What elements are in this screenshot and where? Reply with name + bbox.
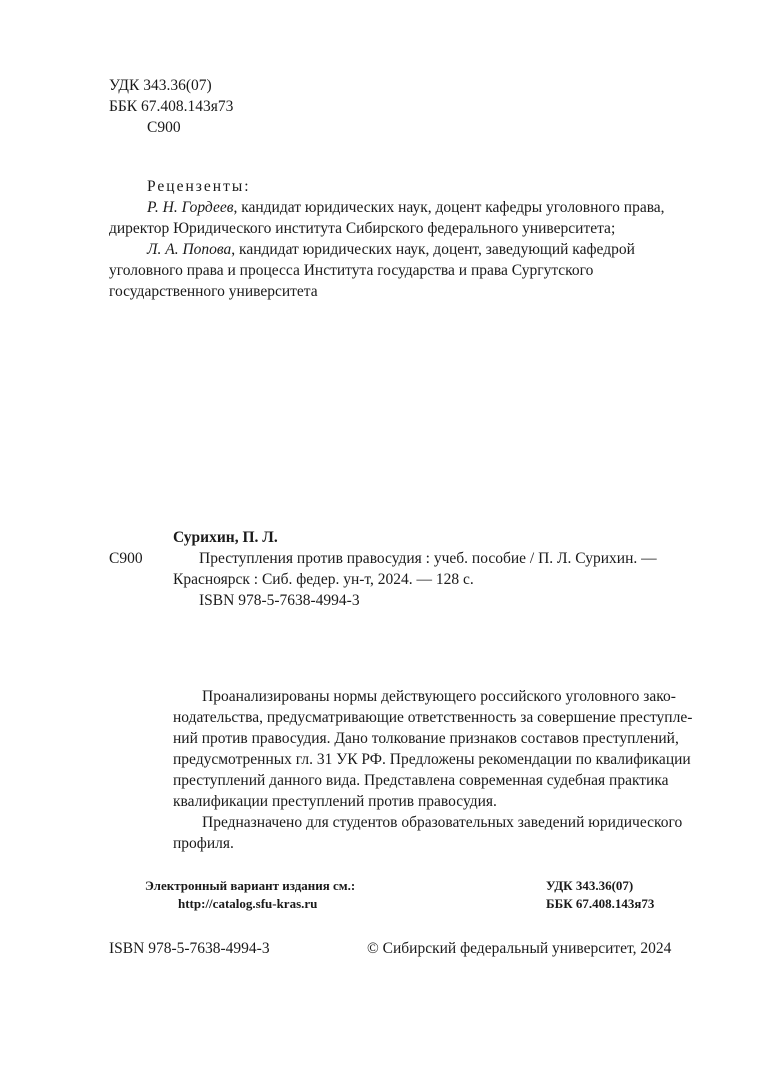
reviewers-heading: Рецензенты: [147,178,251,195]
catalog-isbn: ISBN 978-5-7638-4994-3 [199,592,360,609]
reviewer-1-line-2: директор Юридического института Сибирского федерального университета; [109,220,616,237]
annotation-line-2: нодательства, предусматривающие ответственность за совершение преступле- [173,709,693,726]
catalog-publisher-line: Красноярск : Сиб. федер. ун-т, 2024. — 128 с. [173,571,474,588]
catalog-title-line: Преступления против правосудия : учеб. пособие / П. Л. Сурихин. — [199,550,657,567]
reviewer-1-credentials: , кандидат юридических наук, доцент кафедры уголовного права, [233,199,665,216]
copyright: © Сибирский федеральный университет, 2024 [367,940,672,957]
annotation-line-7: Предназначено для студентов образовательных заведений юридического [202,814,683,831]
electronic-version-url[interactable]: http://catalog.sfu-kras.ru [178,896,318,911]
reviewer-2-credentials: , кандидат юридических наук, доцент, заведующий кафедрой [231,241,635,258]
footer-isbn: ISBN 978-5-7638-4994-3 [109,940,270,957]
reviewer-2-line-2: уголовного права и процесса Института государства и права Сургутского [109,262,594,279]
annotation-line-3: ний против правосудия. Дано толкование признаков составов преступлений, [173,730,679,747]
catalog-author: Сурихин, П. Л. [173,529,278,546]
bbk-code: ББК 67.408.143я73 [109,98,234,115]
reviewer-2-name: Л. А. Попова [147,241,232,258]
udk-code: УДК 343.36(07) [109,77,212,94]
annotation-line-5: преступлений данного вида. Представлена современная судебная практика [173,772,669,789]
footer-udk: УДК 343.36(07) [546,878,634,893]
annotation-line-6: квалификации преступлений против правосудия. [173,793,497,810]
annotation-line-8: профиля. [173,835,234,852]
catalog-author-sign: С900 [109,550,143,567]
annotation-line-4: предусмотренных гл. 31 УК РФ. Предложены рекомендации по квалификации [173,751,691,768]
footer-bbk: ББК 67.408.143я73 [546,896,655,911]
author-sign: С900 [147,119,181,136]
electronic-version-label: Электронный вариант издания см.: [145,878,356,893]
annotation-line-1: Проанализированы нормы действующего российского уголовного зако- [202,688,676,705]
reviewer-1-name: Р. Н. Гордеев [147,199,234,216]
reviewer-2-line-3: государственного университета [109,283,318,300]
reviewer-2-line-1 [147,239,635,260]
reviewer-1-line-1 [147,197,665,218]
